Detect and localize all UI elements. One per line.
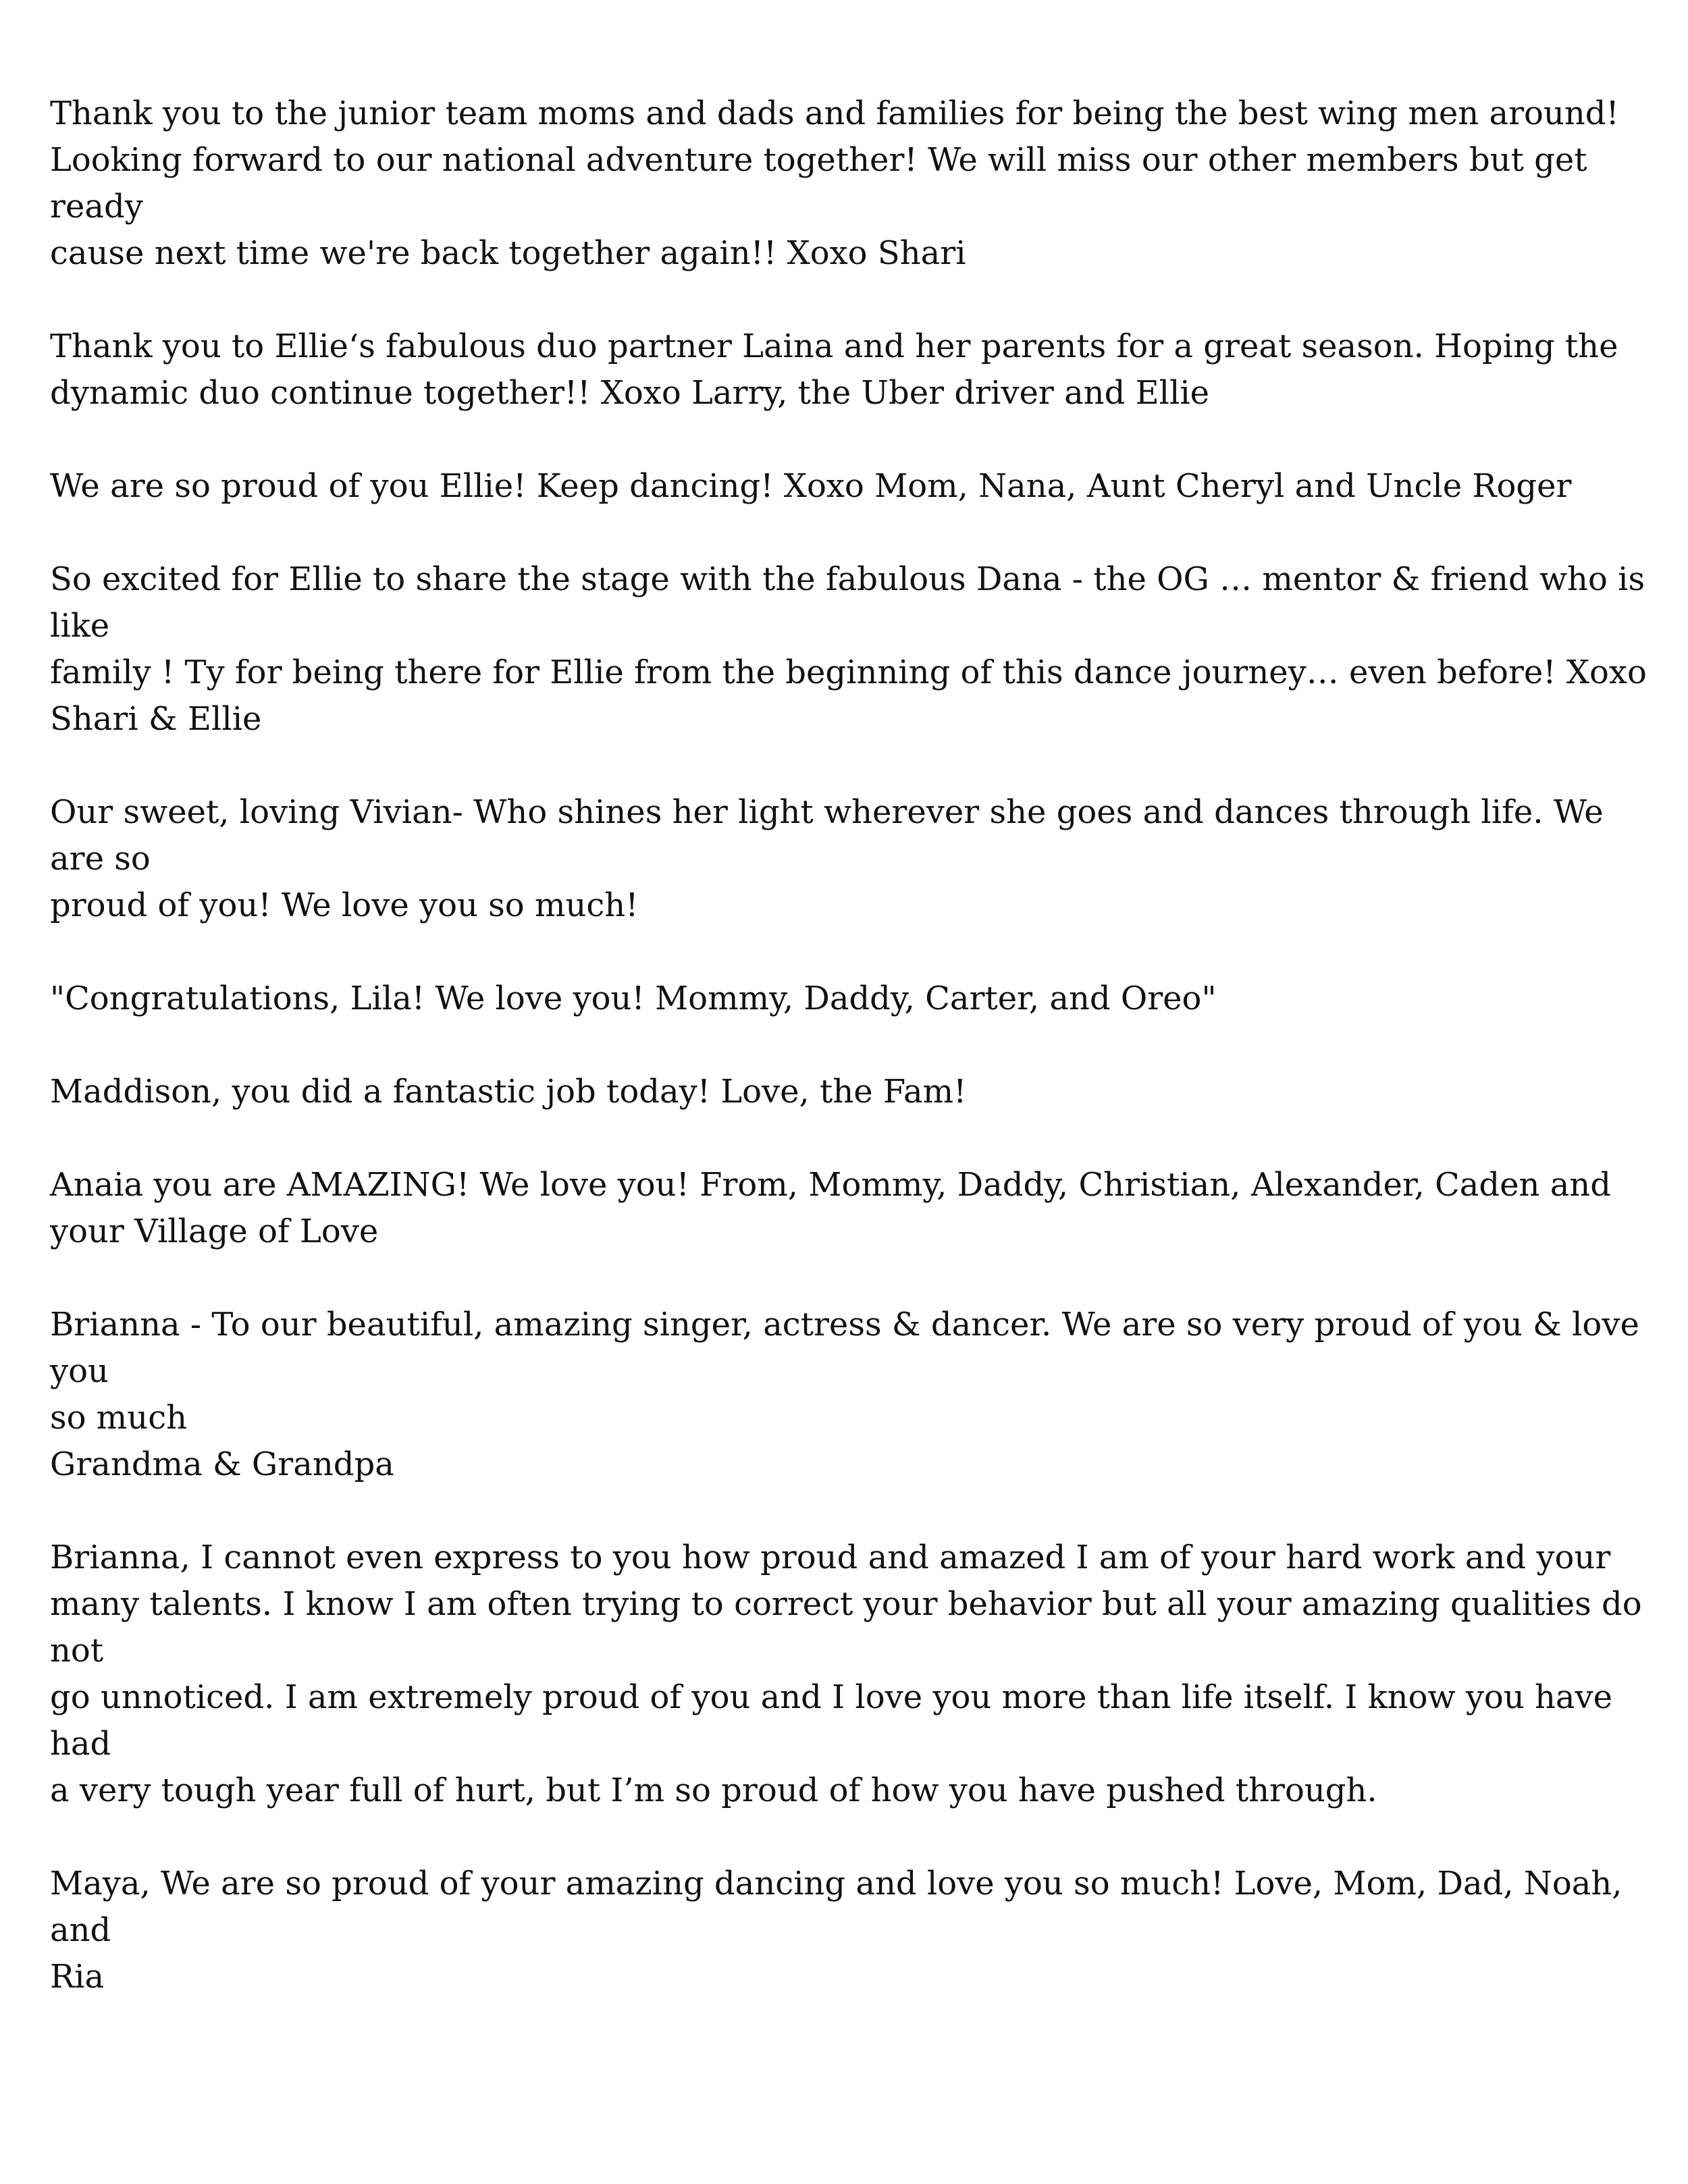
- message-paragraph: "Congratulations, Lila! We love you! Mommy, Daddy, Carter, and Oreo": [50, 980, 1217, 1017]
- message-paragraph: Thank you to Ellie‘s fabulous duo partner Laina and her parents for a great season. Hoping the dynamic duo continue together!! Xoxo Larry, the Uber driver and Ellie: [50, 327, 1618, 412]
- message-paragraph: Thank you to the junior team moms and dads and families for being the best wing men around! Looking forward to our national adventure together! We will miss our other members but get ready cause next time we're back together again!! Xoxo Shari: [50, 95, 1619, 272]
- message-paragraph: Brianna - To our beautiful, amazing singer, actress & dancer. We are so very proud of you & love you so much Grandma & Grandpa: [50, 1306, 1639, 1483]
- message-paragraph: Maya, We are so proud of your amazing dancing and love you so much! Love, Mom, Dad, Noah, and Ria: [50, 1865, 1623, 1996]
- message-paragraph: Our sweet, loving Vivian- Who shines her light wherever she goes and dances through life. We are so proud of you! We love you so much!: [50, 793, 1604, 924]
- document-page: [50, 90, 1657, 2047]
- message-paragraph: We are so proud of you Ellie! Keep dancing! Xoxo Mom, Nana, Aunt Cheryl and Uncle Roger: [50, 467, 1572, 505]
- message-paragraph: Brianna, I cannot even express to you how proud and amazed I am of your hard work and your many talents. I know I am often trying to correct your behavior but all your amazing qualities do not go unnoticed. I am extremely proud of you and I love you more than life itself. I know you have had a very tough year full of hurt, but I’m so proud of how you have pushed through.: [50, 1539, 1642, 1809]
- message-paragraph: Maddison, you did a fantastic job today! Love, the Fam!: [50, 1073, 967, 1111]
- message-paragraph: Anaia you are AMAZING! We love you! From, Mommy, Daddy, Christian, Alexander, Caden and your Village of Love: [50, 1166, 1611, 1250]
- message-paragraph: So excited for Ellie to share the stage with the fabulous Dana - the OG … mentor & friend who is like family ! Ty for being there for Ellie from the beginning of this dance journey… even before! Xoxo Shari & Ellie: [50, 560, 1647, 738]
